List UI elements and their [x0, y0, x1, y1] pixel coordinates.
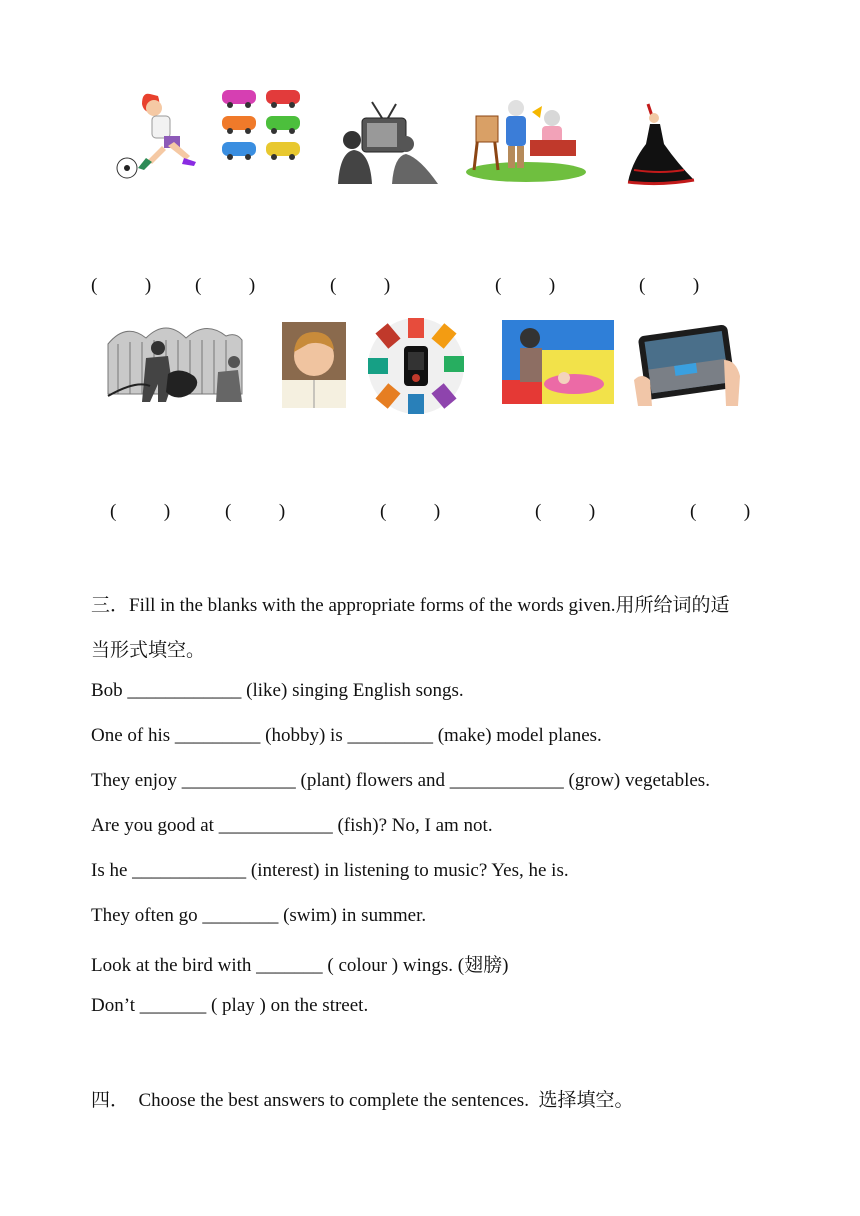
answer-blank: ( ) [225, 501, 286, 522]
answer-blank: ( ) [639, 275, 700, 296]
section-3-title: 三．Fill in the blanks with the appropriate forms of the words given.用所给词的适 [91, 595, 730, 616]
answer-blank: ( ) [330, 275, 391, 296]
gardening-image [106, 314, 244, 408]
elderly-couple-painting-image [466, 98, 588, 182]
section-3-title-continued: 当形式填空。 [91, 640, 206, 661]
cd-collection-image [366, 316, 466, 416]
exercise-sentence: They enjoy ____________ (plant) flowers and ____________ (grow) vegetables. [91, 770, 710, 791]
tablet-game-image [634, 320, 742, 408]
exercise-sentence: Look at the bird with _______ ( colour ) wings. (翅膀) [91, 955, 509, 976]
answer-blank: ( ) [690, 501, 751, 522]
answer-blank: ( ) [535, 501, 596, 522]
section-4-title: 四． Choose the best answers to complete the sentences. 选择填空。 [91, 1090, 634, 1111]
exercise-sentence: Don’t _______ ( play ) on the street. [91, 995, 369, 1016]
watching-tv-image [334, 100, 442, 186]
exercise-sentence: Are you good at ____________ (fish)? No, I am not. [91, 815, 493, 836]
answer-blank: ( ) [91, 275, 152, 296]
exercise-sentence: They often go ________ (swim) in summer. [91, 905, 427, 926]
exercise-sentence: One of his _________ (hobby) is _________ (make) model planes. [91, 725, 602, 746]
boy-reading-image [282, 322, 346, 408]
answer-blank: ( ) [380, 501, 441, 522]
answer-blank: ( ) [195, 275, 256, 296]
toy-cars-image [220, 86, 306, 166]
flamenco-dancer-image [624, 100, 696, 186]
child-playing-doll-image [502, 320, 614, 404]
answer-blank: ( ) [495, 275, 556, 296]
exercise-sentence: Is he ____________ (interest) in listening to music? Yes, he is. [91, 860, 569, 881]
exercise-sentence: Bob ____________ (like) singing English songs. [91, 680, 464, 701]
soccer-player-image [112, 88, 206, 184]
answer-blank: ( ) [110, 501, 171, 522]
